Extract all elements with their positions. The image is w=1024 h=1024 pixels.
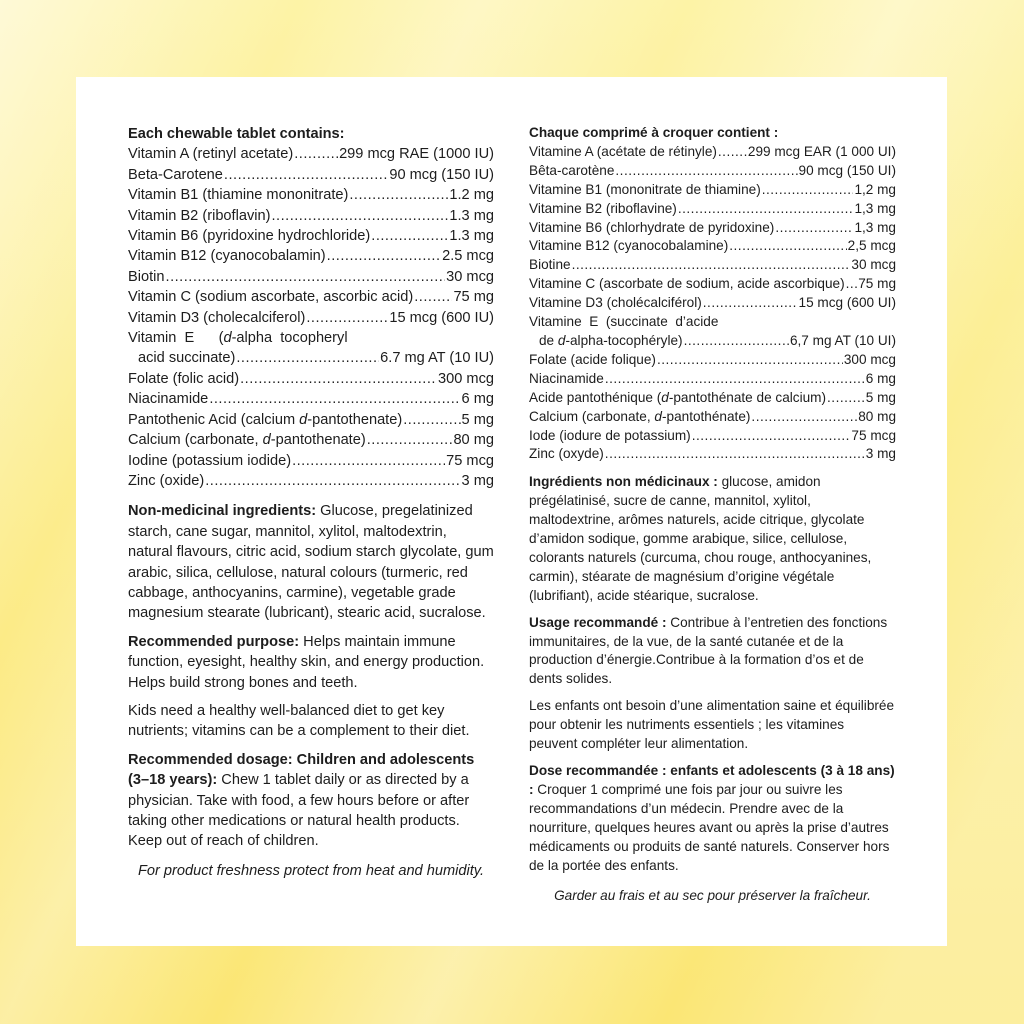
- ingredient-name: Niacinamide: [128, 391, 209, 408]
- ingredient-name: Iode (iodure de potassium): [529, 427, 691, 443]
- ingredient-name: Vitamine B12 (cyanocobalamine): [529, 238, 729, 254]
- ingredient-amount: 75 mg: [858, 276, 896, 292]
- ingredient-amount: 30 mcg: [851, 257, 896, 273]
- ingredient-amount: 15 mcg (600 UI): [798, 295, 896, 311]
- ingredient-row: [128, 185, 494, 205]
- ingredient-row: [128, 226, 494, 246]
- dot-leader: [224, 165, 388, 185]
- ingredient-row: [529, 427, 896, 446]
- dot-leader: [703, 294, 798, 313]
- ingredient-row: [529, 219, 896, 238]
- ingredient-amount: 6.7 mg AT (10 IU): [380, 350, 494, 367]
- ingredient-row: [128, 389, 494, 409]
- ingredient-row: [128, 451, 494, 471]
- ingredient-name: Folate (acide folique): [529, 351, 656, 367]
- dot-leader: [367, 430, 453, 450]
- ingredient-amount: 299 mcg EAR (1 000 UI): [747, 143, 896, 159]
- ingredient-amount: 1,3 mg: [854, 200, 896, 216]
- ingredient-row: [128, 287, 494, 307]
- non-medicinal-ingredients: [128, 501, 494, 623]
- section-text: Chew 1 tablet daily or as directed by a physician. Take with food, a few hours before or after taking other medications or natural health products. Keep out of reach of children.: [128, 772, 470, 850]
- ingredient-row: [128, 206, 494, 226]
- ingredient-row: [128, 328, 494, 348]
- ingredient-amount: 75 mg: [453, 289, 494, 306]
- ingredient-name: acid succinate): [138, 350, 236, 367]
- section-label: Ingrédients non médicinaux :: [529, 474, 718, 490]
- section-label: Non-medicinal ingredients:: [128, 503, 317, 520]
- dot-leader: [292, 451, 445, 471]
- ingredient-name: Vitamine D3 (cholécalciférol): [529, 295, 702, 311]
- freshness-note: For product freshness protect from heat and humidity.: [137, 862, 485, 879]
- ingredient-row: [529, 408, 896, 427]
- dot-leader: [327, 246, 441, 266]
- recommended-purpose: [529, 614, 896, 690]
- ingredient-amount: 1.3 mg: [449, 228, 494, 245]
- ingredient-amount: 5 mg: [461, 411, 494, 428]
- section-text: Contribue à l’entretien des fonctions immunitaires, de la vue, de la santé cutanée et de la production d’énergie.Contribue à la formation d’os et de dents solides.: [529, 614, 888, 687]
- recommended-dosage: [529, 762, 896, 875]
- ingredient-row: [529, 162, 896, 181]
- ingredient-name: Vitamin B12 (cyanocobalamin): [128, 248, 326, 265]
- ingredient-amount: 6 mg: [461, 391, 494, 408]
- ingredient-name: Vitamin B6 (pyridoxine hydrochloride): [128, 228, 371, 245]
- recommended-dosage: [128, 750, 494, 852]
- ingredient-list: [128, 369, 494, 491]
- ingredient-name: Vitamin B2 (riboflavin): [128, 207, 271, 224]
- ingredient-name: Calcium (carbonate, d-pantothenate): [128, 432, 366, 449]
- ingredient-amount: 1.3 mg: [449, 207, 494, 224]
- ingredient-amount: 6,7 mg AT (10 UI): [789, 332, 896, 348]
- french-column: [529, 124, 896, 920]
- ingredient-row: [529, 237, 896, 256]
- ingredient-row: [529, 256, 896, 275]
- ingredient-name: Iodine (potassium iodide): [128, 452, 292, 469]
- dot-leader: [718, 143, 747, 162]
- freshness-note: Garder au frais et au sec pour préserver la fraîcheur.: [554, 888, 871, 904]
- dot-leader: [271, 206, 448, 226]
- ingredient-row: [128, 430, 494, 450]
- ingredient-row: [128, 410, 494, 430]
- ingredient-amount: 80 mg: [858, 408, 896, 424]
- ingredient-list: [529, 143, 896, 313]
- dot-leader: [306, 308, 388, 328]
- ingredients-heading: Each chewable tablet contains:: [128, 126, 345, 142]
- ingredient-row: [128, 165, 494, 185]
- ingredient-name: Vitamine B2 (riboflavine): [529, 200, 677, 216]
- ingredient-amount: 80 mg: [453, 432, 494, 449]
- ingredient-name: Vitamine B1 (mononitrate de thiamine): [529, 181, 761, 197]
- dot-leader: [205, 471, 460, 491]
- ingredient-row: [529, 370, 896, 389]
- ingredient-amount: 300 mcg: [843, 351, 896, 367]
- section-label: Recommended purpose:: [128, 633, 300, 650]
- ingredient-name: Vitamin C (sodium ascorbate, ascorbic acid): [128, 289, 414, 306]
- ingredient-name: Bêta-carotène: [529, 162, 615, 178]
- dot-leader: [692, 427, 851, 446]
- ingredient-row: [529, 332, 896, 351]
- ingredient-name: Zinc (oxide): [128, 472, 205, 489]
- dot-leader: [657, 351, 843, 370]
- dot-leader: [684, 332, 789, 351]
- ingredient-name: Vitamin D3 (cholecalciferol): [128, 309, 306, 326]
- ingredient-row: [529, 275, 896, 294]
- ingredient-row: [128, 471, 494, 491]
- ingredient-amount: 30 mcg: [446, 268, 494, 285]
- section-text: Croquer 1 comprimé une fois par jour ou suivre les recommandations d’un médecin. Prendre avec de la nourriture, quelques heures avant ou après la prise d’autres médicaments ou produits de santé naturels. Conserver hors de la portée des enfants.: [529, 781, 890, 873]
- ingredient-name: Vitamin B1 (thiamine mononitrate): [128, 187, 349, 204]
- dot-leader: [751, 408, 857, 427]
- dot-leader: [294, 144, 338, 164]
- ingredient-amount: 299 mcg RAE (1000 IU): [339, 146, 494, 163]
- ingredient-row: [128, 348, 494, 368]
- ingredient-name: Vitamine B6 (chlorhydrate de pyridoxine): [529, 219, 775, 235]
- ingredient-name: Acide pantothénique (d-pantothénate de calcium): [529, 389, 827, 405]
- ingredient-amount: 2.5 mcg: [442, 248, 494, 265]
- dot-leader: [846, 275, 858, 294]
- english-column: [128, 124, 494, 896]
- ingredient-name: Folate (folic acid): [128, 370, 240, 387]
- dot-leader: [775, 219, 853, 238]
- dot-leader: [678, 200, 854, 219]
- ingredient-name: Pantothenic Acid (calcium d-pantothenate): [128, 411, 403, 428]
- ingredient-row: [128, 369, 494, 389]
- ingredient-row: [529, 143, 896, 162]
- dot-leader: [605, 445, 865, 464]
- ingredient-name: Vitamine E (succinate d’acide: [529, 314, 719, 330]
- section-label: Dose recommandée : enfants et adolescents (3 à 18 ans) :: [529, 763, 895, 797]
- ingredient-name: Vitamine C (ascorbate de sodium, acide ascorbique): [529, 276, 845, 292]
- ingredient-name: Beta-Carotene: [128, 166, 223, 183]
- dot-leader: [414, 287, 452, 307]
- dot-leader: [605, 370, 865, 389]
- dot-leader: [371, 226, 448, 246]
- dot-leader: [236, 348, 379, 368]
- section-label: Usage recommandé :: [529, 614, 667, 630]
- ingredient-amount: 6 mg: [865, 370, 896, 386]
- non-medicinal-ingredients: [529, 473, 896, 605]
- ingredient-amount: 90 mcg (150 UI): [798, 162, 896, 178]
- ingredient-row: [128, 144, 494, 164]
- ingredient-amount: 5 mg: [865, 389, 896, 405]
- dot-leader: [572, 256, 851, 275]
- ingredient-row: [529, 389, 896, 408]
- ingredient-name: Calcium (carbonate, d-pantothénate): [529, 408, 751, 424]
- section-text: glucose, amidon prégélatinisé, sucre de canne, mannitol, xylitol, maltodextrine, arômes naturels, acide citrique, glycolate d’amidon sodique, gomme arabique, silice, cellulose, colorants naturels (curcuma, chou rouge, anthocyanines, carmin), stéarate de magnésium d’origine végétale (lubrifiant), acide stéarique, sucralose.: [529, 474, 872, 603]
- section-text: Helps maintain immune function, eyesight, healthy skin, and energy production. Helps build strong bones and teeth.: [128, 633, 485, 691]
- kids-diet-note: Kids need a healthy well-balanced diet to get key nutrients; vitamins can be a complement to their diet.: [128, 702, 470, 740]
- dot-leader: [349, 185, 448, 205]
- ingredient-row: [128, 308, 494, 328]
- ingredient-amount: 75 mcg: [446, 452, 494, 469]
- ingredient-list: [128, 144, 494, 328]
- ingredient-name: Niacinamide: [529, 370, 604, 386]
- dot-leader: [209, 389, 460, 409]
- ingredient-name: Zinc (oxyde): [529, 446, 604, 462]
- dot-leader: [827, 389, 865, 408]
- ingredient-row: [128, 246, 494, 266]
- ingredient-amount: 2,5 mcg: [847, 238, 896, 254]
- ingredient-amount: 15 mcg (600 IU): [389, 309, 494, 326]
- ingredient-amount: 3 mg: [865, 446, 896, 462]
- ingredient-row: [529, 445, 896, 464]
- ingredient-name: Vitamin E (d-alpha tocopheryl: [128, 330, 348, 347]
- ingredient-amount: 1,3 mg: [854, 219, 896, 235]
- ingredient-name: Vitamine A (acétate de rétinyle): [529, 143, 717, 159]
- ingredient-amount: 90 mcg (150 IU): [389, 166, 494, 183]
- ingredient-name: de d-alpha-tocophéryle): [539, 332, 683, 348]
- ingredient-name: Biotin: [128, 268, 165, 285]
- ingredient-amount: 3 mg: [461, 472, 494, 489]
- ingredient-name: Biotine: [529, 257, 571, 273]
- recommended-purpose: [128, 632, 494, 693]
- dot-leader: [240, 369, 437, 389]
- ingredient-list: [529, 351, 896, 464]
- ingredient-row: [529, 200, 896, 219]
- section-text: Glucose, pregelatinized starch, cane sugar, mannitol, xylitol, maltodextrin, natural flavours, citric acid, sodium starch glycolate, gum arabic, silica, cellulose, natural colours (turmeric, red cabbage, anthocyanins, carmine), vegetable grade magnesium stearate (lubricant), stearic acid, sucralose.: [128, 503, 494, 622]
- dot-leader: [166, 267, 446, 287]
- ingredient-row: [529, 181, 896, 200]
- ingredient-row: [128, 267, 494, 287]
- ingredients-heading: Chaque comprimé à croquer contient :: [529, 125, 779, 140]
- ingredient-row: [529, 294, 896, 313]
- ingredient-name: Vitamin A (retinyl acetate): [128, 146, 294, 163]
- kids-diet-note: Les enfants ont besoin d’une alimentation saine et équilibrée pour obtenir les nutriments essentiels ; les vitamines peuvent compléter leur alimentation.: [529, 698, 895, 752]
- ingredient-row: [529, 351, 896, 370]
- ingredient-row: [529, 313, 896, 332]
- dot-leader: [762, 181, 854, 200]
- ingredient-amount: 300 mcg: [438, 370, 494, 387]
- ingredient-amount: 1,2 mg: [854, 181, 896, 197]
- ingredient-amount: 1.2 mg: [449, 187, 494, 204]
- dot-leader: [403, 410, 460, 430]
- dot-leader: [615, 162, 797, 181]
- label-panel: [76, 77, 947, 946]
- dot-leader: [729, 237, 846, 256]
- section-label: Recommended dosage: Children and adolescents (3–18 years):: [128, 751, 475, 789]
- ingredient-amount: 75 mcg: [851, 427, 896, 443]
